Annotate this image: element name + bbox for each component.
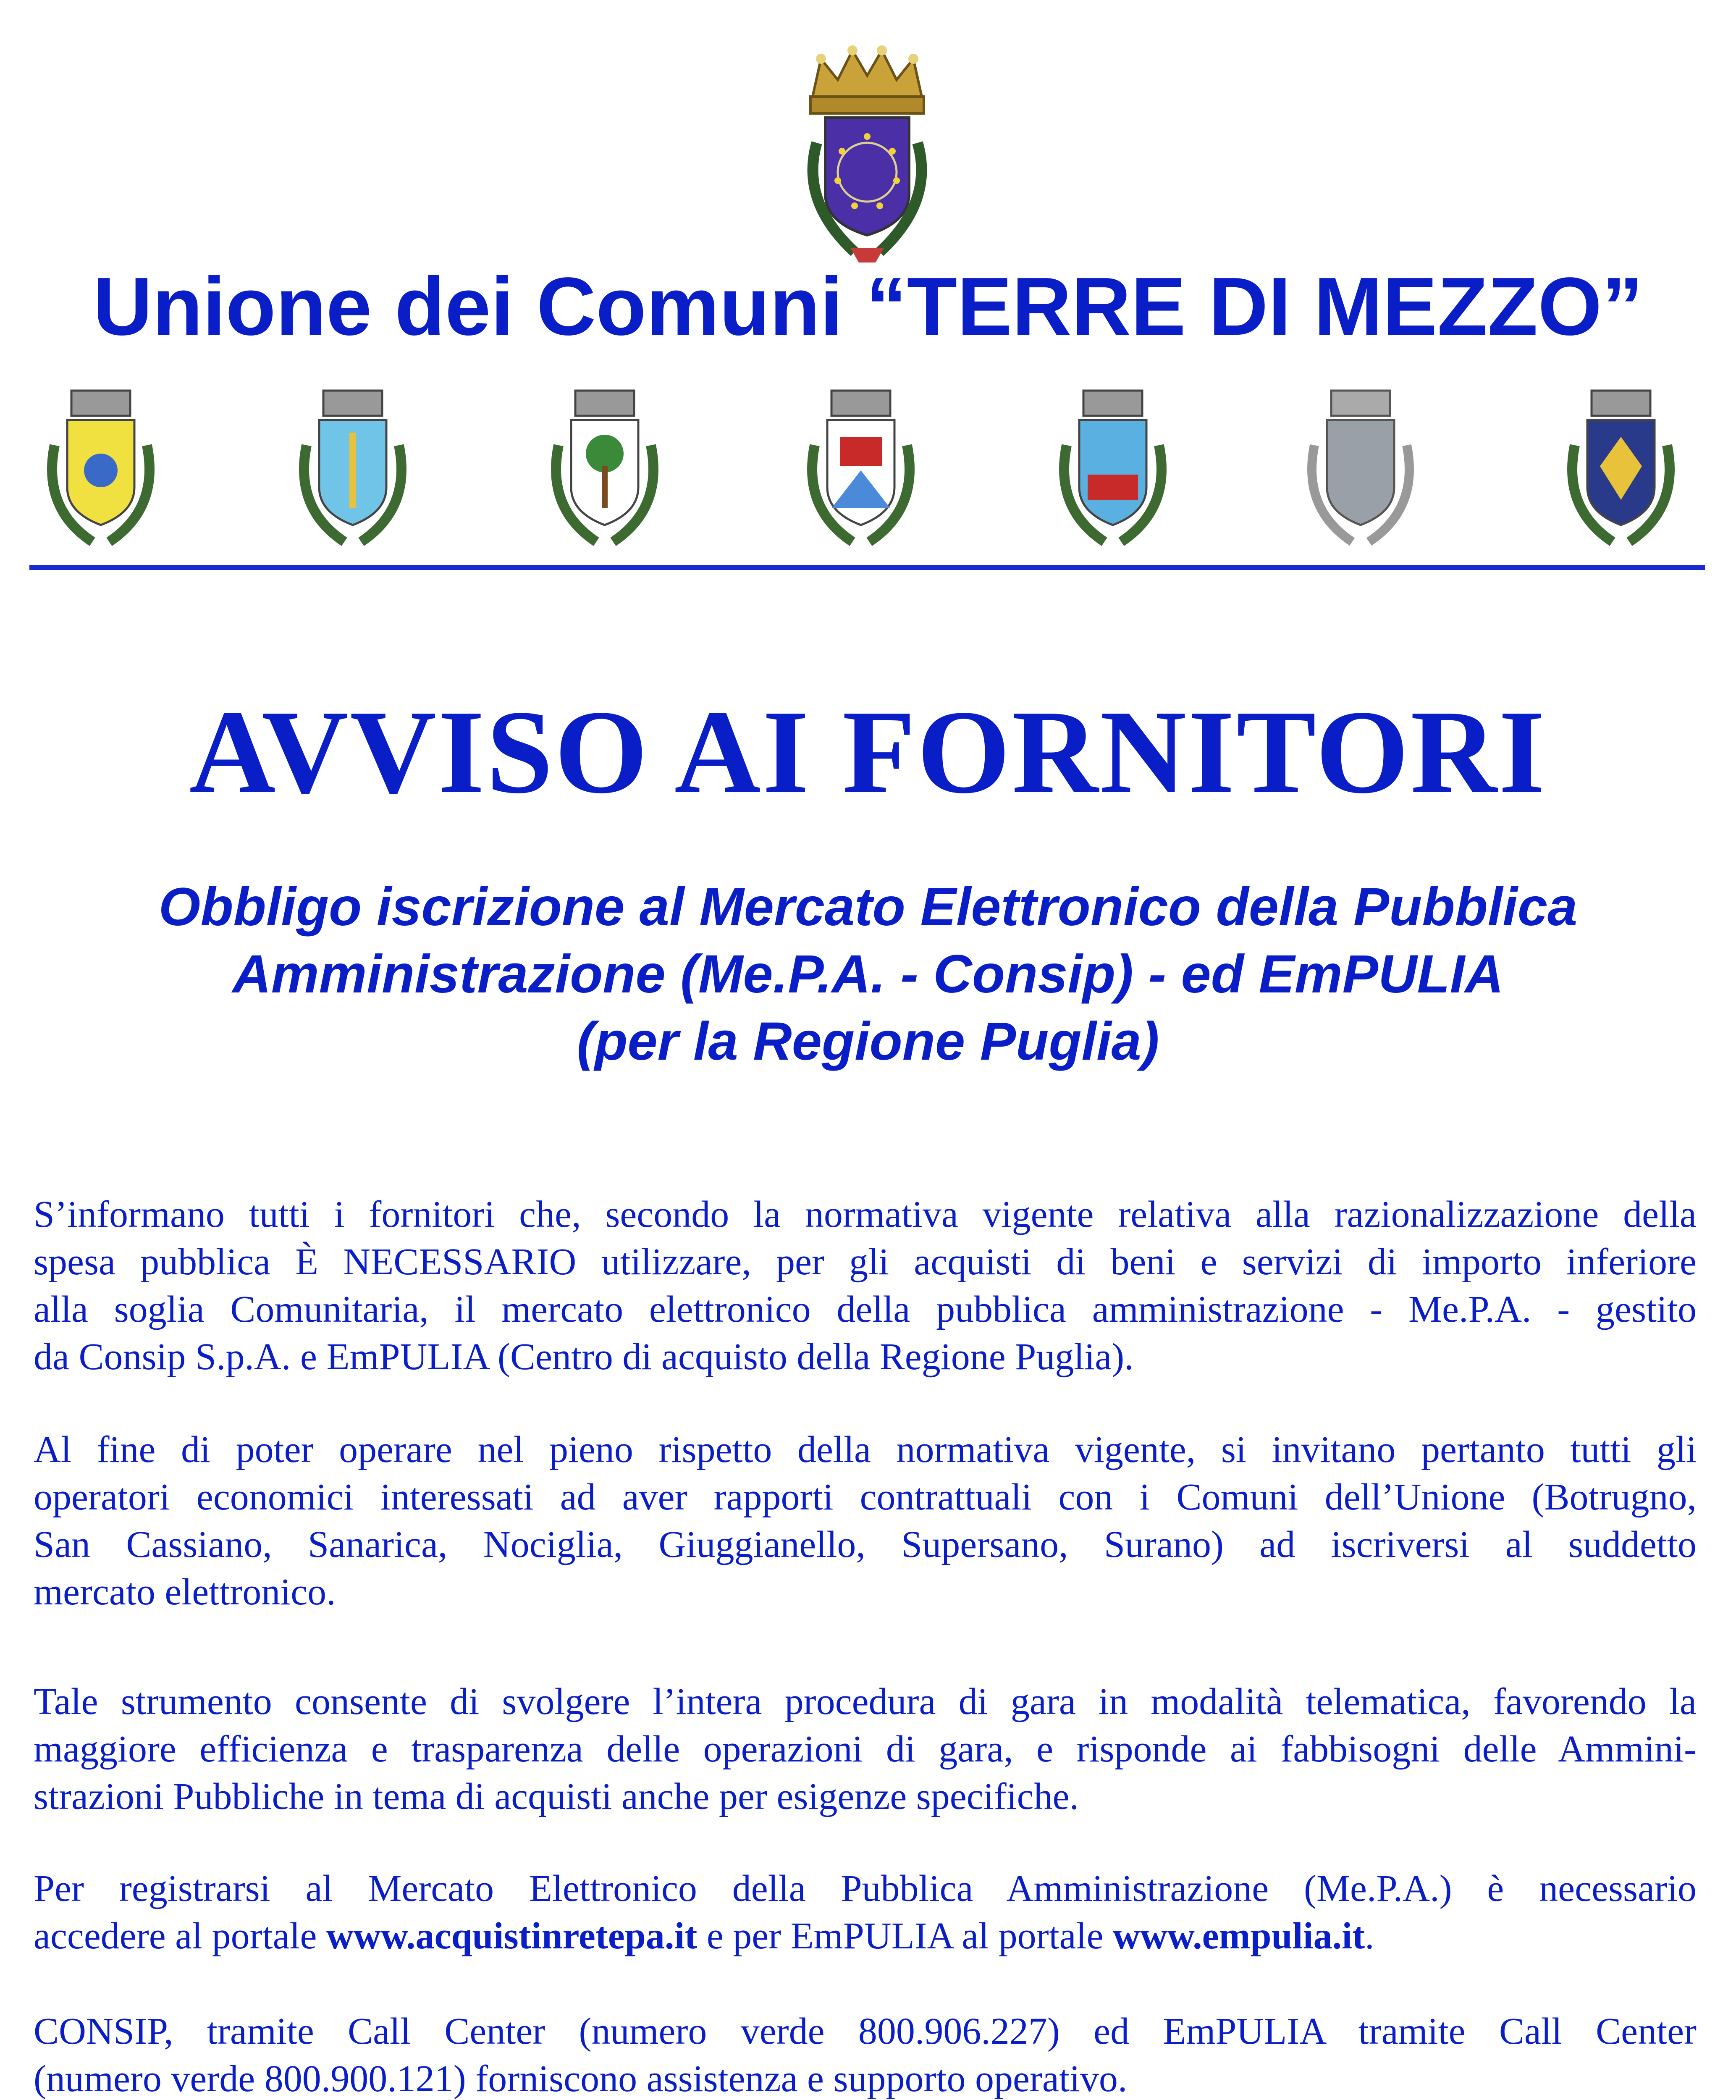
paragraph-line: San Cassiano, Sanarica, Nociglia, Giuggianello, Supersano, Surano) ad iscriversi al suddetto	[34, 1524, 1697, 1565]
union-coat-of-arms	[779, 34, 955, 269]
paragraph-line: da Consip S.p.A. e EmPULIA (Centro di acquisto della Regione Puglia).	[34, 1336, 1134, 1378]
paragraph-line: Tale strumento consente di svolgere l’intera procedura di gara in modalità telematica, favorendo la	[34, 1681, 1697, 1722]
subheading-line: Amministrazione (Me.P.A. - Consip) - ed EmPULIA	[232, 944, 1504, 1004]
text-fragment: accedere al portale	[34, 1915, 326, 1957]
paragraph-line: CONSIP, tramite Call Center (numero verde 800.906.227) ed EmPULIA tramite Call Center	[34, 2011, 1697, 2052]
paragraph-line: maggiore efficienza e trasparenza delle operazioni di gara, e risponde ai fabbisogni delle Ammini-	[34, 1728, 1697, 1770]
crest-sanarica-icon	[542, 382, 668, 550]
paragraph-line: (numero verde 800.900.121) forniscono assistenza e supporto operativo.	[34, 2058, 1128, 2100]
paragraph-intro	[34, 1191, 1697, 1381]
notice-heading: AVVISO AI FORNITORI	[189, 685, 1547, 818]
crest-supersano-icon	[1298, 382, 1424, 550]
paragraph-line: spesa pubblica È NECESSARIO utilizzare, per gli acquisti di beni e servizi di importo inferiore	[34, 1241, 1697, 1283]
empulia-link[interactable]: www.empulia.it	[1113, 1915, 1365, 1957]
subheading-line: Obbligo iscrizione al Mercato Elettronico della Pubblica	[158, 877, 1578, 937]
notice-subheading	[0, 874, 1736, 1075]
paragraph-line	[34, 1912, 1697, 1960]
paragraph-line: mercato elettronico.	[34, 1571, 336, 1613]
text-fragment: e per EmPULIA al portale	[697, 1915, 1113, 1957]
paragraph-line: strazioni Pubbliche in tema di acquisti anche per esigenze specifiche.	[34, 1776, 1079, 1817]
crest-surano-icon	[1558, 382, 1684, 550]
text-fragment: .	[1365, 1915, 1374, 1957]
paragraph-line: alla soglia Comunitaria, il mercato elettronico della pubblica amministrazione - Me.P.A. - gestito	[34, 1289, 1697, 1330]
paragraph-line: S’informano tutti i fornitori che, secondo la normativa vigente relativa alla razionalizzazione della	[34, 1194, 1697, 1235]
crest-san-cassiano-icon	[290, 382, 416, 550]
crest-botrugno-icon	[38, 382, 164, 550]
paragraph-tool-description	[34, 1678, 1697, 1820]
subheading-line: (per la Regione Puglia)	[577, 1011, 1159, 1071]
union-title: Unione dei Comuni “TERRE DI MEZZO”	[93, 260, 1643, 352]
municipal-crests-row	[29, 382, 1707, 550]
acquistinretepa-link[interactable]: www.acquistinretepa.it	[326, 1915, 698, 1957]
paragraph-line: Per registrarsi al Mercato Elettronico della Pubblica Amministrazione (Me.P.A.) è necessario	[34, 1868, 1697, 1909]
paragraph-line: Al fine di poter operare nel pieno rispetto della normativa vigente, si invitano pertanto tutti gli	[34, 1429, 1697, 1470]
paragraph-support	[34, 2008, 1697, 2100]
header-divider	[29, 565, 1705, 570]
crest-giuggianello-icon	[1050, 382, 1176, 550]
paragraph-invitation	[34, 1426, 1697, 1616]
crest-nociglia-icon	[798, 382, 924, 550]
paragraph-registration	[34, 1865, 1697, 1960]
paragraph-line: operatori economici interessati ad aver rapporti contrattuali con i Comuni dell’Unione (Botrugno,	[34, 1476, 1697, 1518]
